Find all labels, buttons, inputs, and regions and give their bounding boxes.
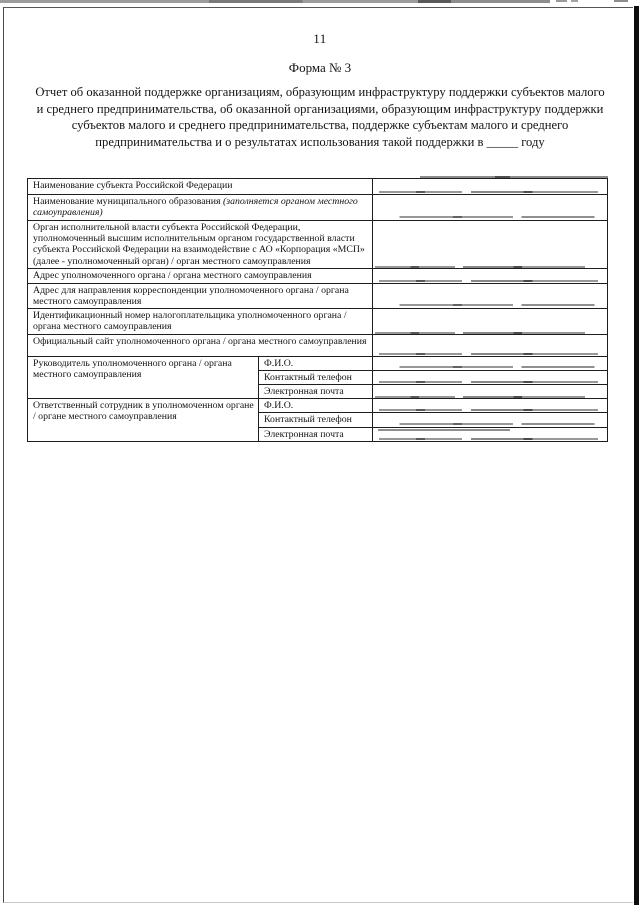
row-label: Наименование субъекта Российской Федерации: [33, 180, 233, 191]
table-row: [28, 334, 608, 356]
field-label: Контактный телефон: [264, 371, 352, 383]
value-cell: [373, 399, 608, 413]
row-label: Официальный сайт уполномоченного органа / органа местного самоуправления: [33, 335, 367, 347]
value-cell: [373, 334, 608, 356]
table-row: [28, 283, 608, 308]
field-label: Контактный телефон: [264, 414, 352, 426]
field-label-cell: [259, 413, 373, 427]
field-label: Ф.И.О.: [264, 357, 294, 369]
field-label-cell: [259, 399, 373, 413]
row-label-note: (заполняется органом местного самоуправления): [33, 196, 358, 219]
value-cell: [373, 356, 608, 370]
field-label: Ф.И.О.: [264, 400, 294, 412]
table-row: [28, 179, 608, 195]
scan-edge-bar: [634, 6, 639, 905]
table-row: [28, 195, 608, 221]
value-cell: [373, 221, 608, 269]
field-label-cell: [259, 385, 373, 399]
row-label: Наименование муниципального образования: [33, 196, 221, 207]
field-label-cell: [259, 356, 373, 370]
value-cell: [373, 370, 608, 384]
row-label-cell: [28, 179, 373, 195]
table-row: [28, 268, 608, 283]
scan-artifact-dash: [614, 0, 628, 2]
row-label-cell: [28, 268, 373, 283]
value-cell: [373, 385, 608, 399]
value-cell: [373, 283, 608, 308]
row-label-cell: [28, 309, 373, 334]
field-label-cell: [259, 370, 373, 384]
value-cell: [373, 179, 608, 195]
scan-artifact-dash: [556, 0, 567, 2]
table-row: [28, 399, 608, 413]
group-label-cell: [28, 399, 259, 442]
row-label-cell: [28, 221, 373, 269]
row-label-cell: [28, 195, 373, 221]
document-title: Отчет об оказанной поддержке организациям, образующим инфраструктуру поддержки субъектов малого и среднего предпринимательства, об оказанной организациями, образующим инфраструктуру поддержки субъектов малого и среднего предпринимательства, поддержке субъектам малого и среднего предпринимательства и о результатах использования такой поддержки в _____ году: [35, 85, 605, 149]
group-label-cell: [28, 356, 259, 399]
value-cell: [373, 413, 608, 427]
value-cell: [373, 309, 608, 334]
value-cell: [373, 268, 608, 283]
field-label-cell: [259, 427, 373, 441]
scan-artifact-top-line: [0, 0, 550, 3]
value-cell: [373, 195, 608, 221]
field-label: Электронная почта: [264, 428, 344, 440]
table-row: [28, 356, 608, 370]
value-cell: [373, 427, 608, 441]
table-row: [28, 221, 608, 269]
row-label: Идентификационный номер налогоплательщика уполномоченного органа / органа местного самоуправления: [33, 310, 347, 333]
table-row: [28, 309, 608, 334]
form-number-label: Форма № 3: [288, 60, 352, 75]
row-label-cell: [28, 283, 373, 308]
page-number: 11: [313, 31, 327, 46]
row-label-cell: [28, 334, 373, 356]
scan-artifact-dash: [571, 0, 578, 2]
group-label: Руководитель уполномоченного органа / органа местного самоуправления: [33, 357, 232, 380]
row-label: Адрес для направления корреспонденции уполномоченного органа / органа местного самоуправления: [33, 284, 349, 308]
row-label: Адрес уполномоченного органа / органа местного самоуправления: [33, 269, 312, 281]
report-header-table: [27, 178, 608, 442]
row-label: Орган исполнительной власти субъекта Российской Федерации, уполномоченный высшим исполнительным органом государственной власти субъекта Российской Федерации на взаимодействие с АО «Корпорация «МСП» (далее - уполномоченный орган) / орган местного самоуправления: [33, 222, 365, 267]
field-label: Электронная почта: [264, 386, 344, 398]
group-label: Ответственный сотрудник в уполномоченном органе / органе местного самоуправления: [33, 400, 254, 423]
